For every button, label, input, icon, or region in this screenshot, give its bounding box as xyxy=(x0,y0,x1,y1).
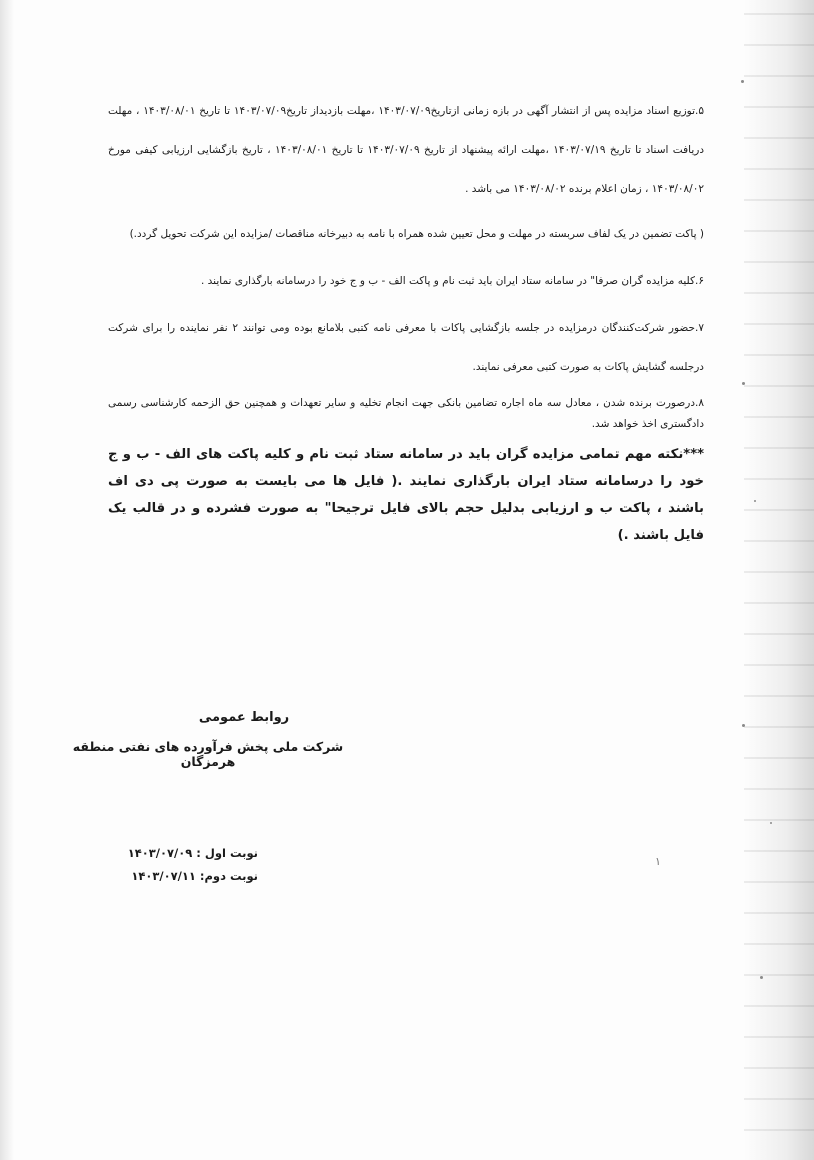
paragraph-5: ۵.توزیع اسناد مزایده پس از انتشار آگهی در بازه زمانی ازتاریخ۱۴۰۳/۰۷/۰۹ ،مهلت بازدیداز تاریخ۱۴۰۳/۰۷/۰۹ تا تاریخ ۱۴۰۳/۰۸/۰۱ ، مهلت دریافت اسناد تا تاریخ ۱۴۰۳/۰۷/۱۹ ،مهلت ارائه پیشنهاد از تاریخ ۱۴۰۳/۰۷/۰۹ تا تاریخ ۱۴۰۳/۰۸/۰۱ ، تاریخ بازگشایی ارزیابی کیفی مورخ ۱۴۰۳/۰۸/۰۲ ، زمان اعلام برنده ۱۴۰۳/۰۸/۰۲ می باشد . xyxy=(108,105,705,195)
paragraph-5-note: ( پاکت تضمین در یک لفاف سربسته در مهلت و محل تعیین شده همراه با نامه به دبیرخانه مناقصات /مزایده این شرکت تحویل گردد.) xyxy=(129,228,704,240)
paragraph-6: ۶.کلیه مزایده گران صرفا" در سامانه ستاد ایران باید ثبت نام و پاکت الف - ب و ج خود را درسامانه بارگذاری نمایند . xyxy=(200,275,704,287)
scan-speck xyxy=(770,822,772,824)
publication-turns xyxy=(128,842,258,888)
signature-title: روابط عمومی xyxy=(198,710,290,725)
scan-speck xyxy=(754,500,756,502)
scan-speck xyxy=(742,382,745,385)
turn-second: نوبت دوم: ۱۴۰۳/۰۷/۱۱ xyxy=(131,869,258,883)
turn-first: نوبت اول : ۱۴۰۳/۰۷/۰۹ xyxy=(127,846,258,860)
scan-right-edge-noise xyxy=(744,0,814,1160)
scan-left-shadow xyxy=(0,0,14,1160)
margin-mark: ۱ xyxy=(655,855,661,868)
signature-company: شرکت ملی پخش فرآورده های نفتی منطقه هرمزگان xyxy=(72,739,344,769)
scan-speck xyxy=(760,976,763,979)
scan-speck xyxy=(741,80,744,83)
document-body xyxy=(108,92,704,549)
scan-speck xyxy=(742,724,745,727)
paragraph-7: ۷.حضور شرکت‌کنندگان درمزایده در جلسه بازگشایی پاکات با معرفی نامه کتبی بلامانع بوده ومی توانند ۲ نفر نماینده را برای شرکت درجلسه گشایش پاکات به صورت کتبی معرفی نمایند. xyxy=(108,322,704,373)
signature-block xyxy=(48,710,368,769)
important-notice: ***نکته مهم تمامی مزایده گران باید در سامانه ستاد ثبت نام و کلیه پاکت های الف - ب و ج خود را درسامانه ستاد ایران بارگذاری نمایند .( فایل ها می بایست به صورت پی دی اف باشند ، پاکت ب و ارزیابی بدلیل حجم بالای فایل ترجیحا" به صورت فشرده و در قالب یک فایل باشند .) xyxy=(108,447,704,543)
paragraph-8: ۸.درصورت برنده شدن ، معادل سه ماه اجاره تضامین بانکی جهت انجام تخلیه و سایر تعهدات و همچنین حق الزحمه کارشناسی رسمی دادگستری اخذ خواهد شد. xyxy=(108,397,704,430)
